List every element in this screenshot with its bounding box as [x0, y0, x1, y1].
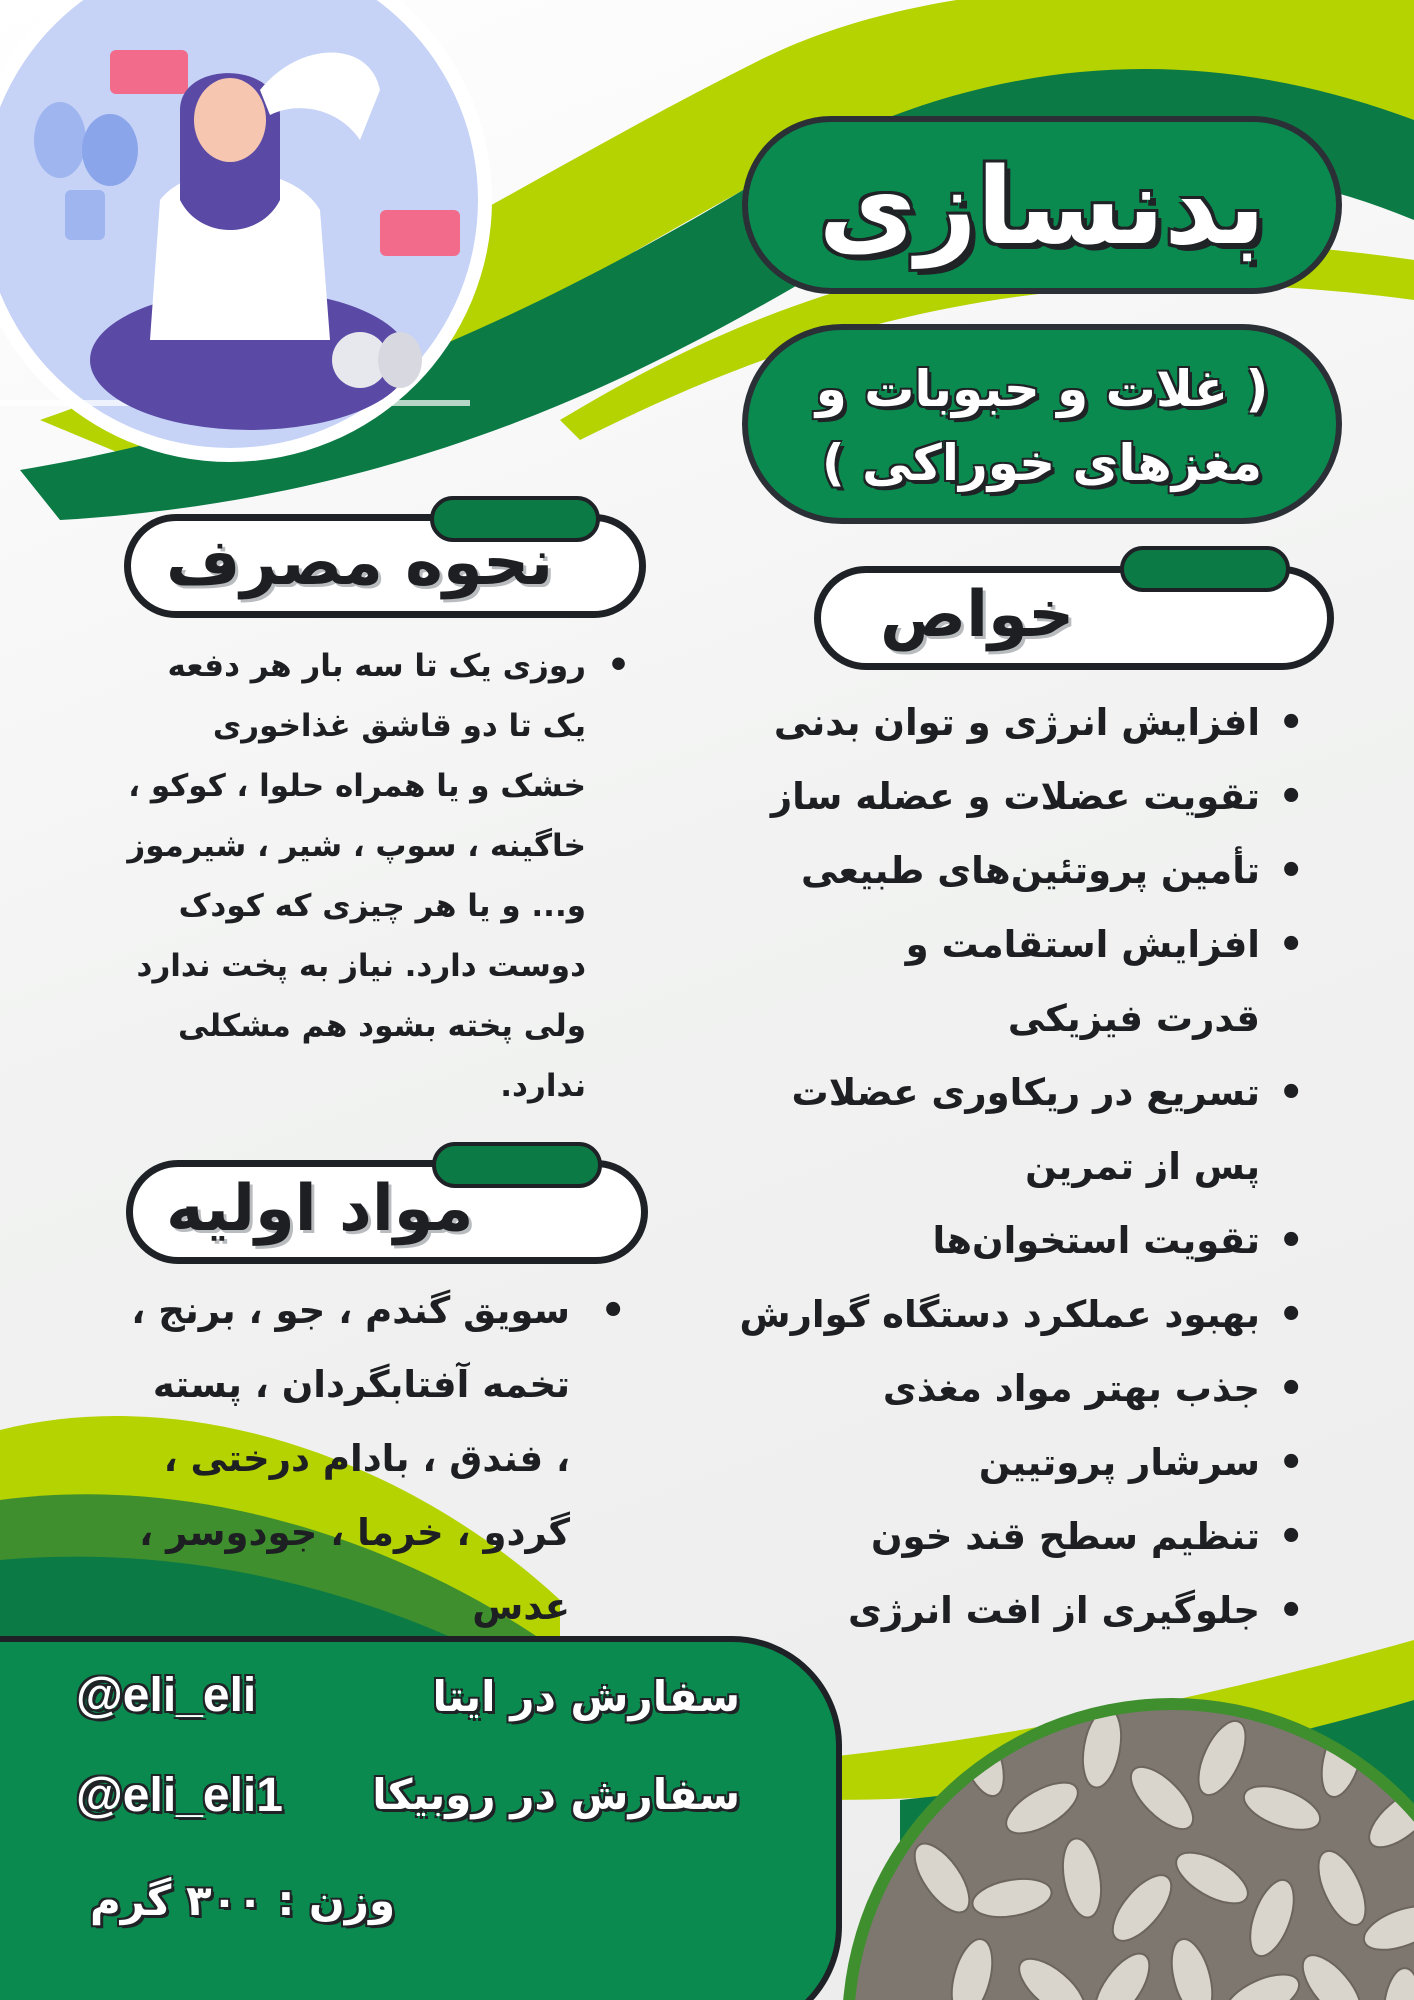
- ingredients-heading: مواد اولیه: [166, 1172, 474, 1246]
- subtitle-line-2: مغزهای خوراکی ): [821, 434, 1263, 492]
- sunflower-seeds-image: [842, 1698, 1414, 2000]
- ingredients-text: • سویق گندم ، جو ، برنج ، تخمه آفتابگردان ، پسته ، فندق ، بادام درختی ، گردو ، خرما ، جودوسر ، عدس: [126, 1274, 626, 1644]
- eitaa-order-label: سفارش در ایتا: [432, 1672, 740, 1721]
- list-item: • تنظیم سطح قند خون: [624, 1500, 1304, 1574]
- properties-header-tab: [1120, 546, 1290, 592]
- list-item: • تسریع در ریکاوری عضلات پس از تمرین: [760, 1056, 1304, 1204]
- usage-heading: نحوه مصرف: [166, 526, 554, 600]
- list-item: • سرشار پروتیین: [624, 1426, 1304, 1500]
- list-item: • افزایش انرژی و توان بدنی: [624, 686, 1304, 760]
- list-item: • افزایش استقامت و قدرت فیزیکی: [800, 908, 1304, 1056]
- properties-list: [624, 686, 1304, 1648]
- rubika-handle[interactable]: @eli_eli1: [76, 1769, 283, 1822]
- rubika-order-label: سفارش در روبیکا: [372, 1770, 740, 1819]
- list-item: • جذب بهتر مواد مغذی: [624, 1352, 1304, 1426]
- page-title: بدنسازی: [818, 145, 1266, 268]
- list-item: • تقویت عضلات و عضله ساز: [624, 760, 1304, 834]
- exercise-illustration: [0, 0, 530, 500]
- title-banner: [742, 116, 1342, 294]
- subtitle-line-1: ( غلات و حبوبات و: [815, 360, 1269, 418]
- list-item: • جلوگیری از افت انرژی: [624, 1574, 1304, 1648]
- list-item: • بهبود عملکرد دستگاه گوارش: [624, 1278, 1304, 1352]
- properties-heading: خواص: [880, 578, 1075, 652]
- bullet-icon: •: [600, 1288, 626, 1334]
- weight-label: وزن : ۳۰۰ گرم: [90, 1876, 396, 1925]
- subtitle-banner: [742, 324, 1342, 524]
- list-item: • تأمین پروتئین‌های طبیعی: [624, 834, 1304, 908]
- bullet-icon: •: [606, 645, 630, 686]
- usage-text: • روزی یک تا سه بار هر دفعه یک تا دو قاشق غذاخوری خشک و یا همراه حلوا ، کوکو ، خاگینه ، سوپ ، شیر ، شیرموز و... و یا هر چیزی که کودک دوست دارد. نیاز به پخت ندارد ولی پخته بشود هم مشکلی ندارد.: [120, 636, 630, 1116]
- eitaa-handle[interactable]: @eli_eli: [76, 1669, 257, 1722]
- list-item: • تقویت استخوان‌ها: [624, 1204, 1304, 1278]
